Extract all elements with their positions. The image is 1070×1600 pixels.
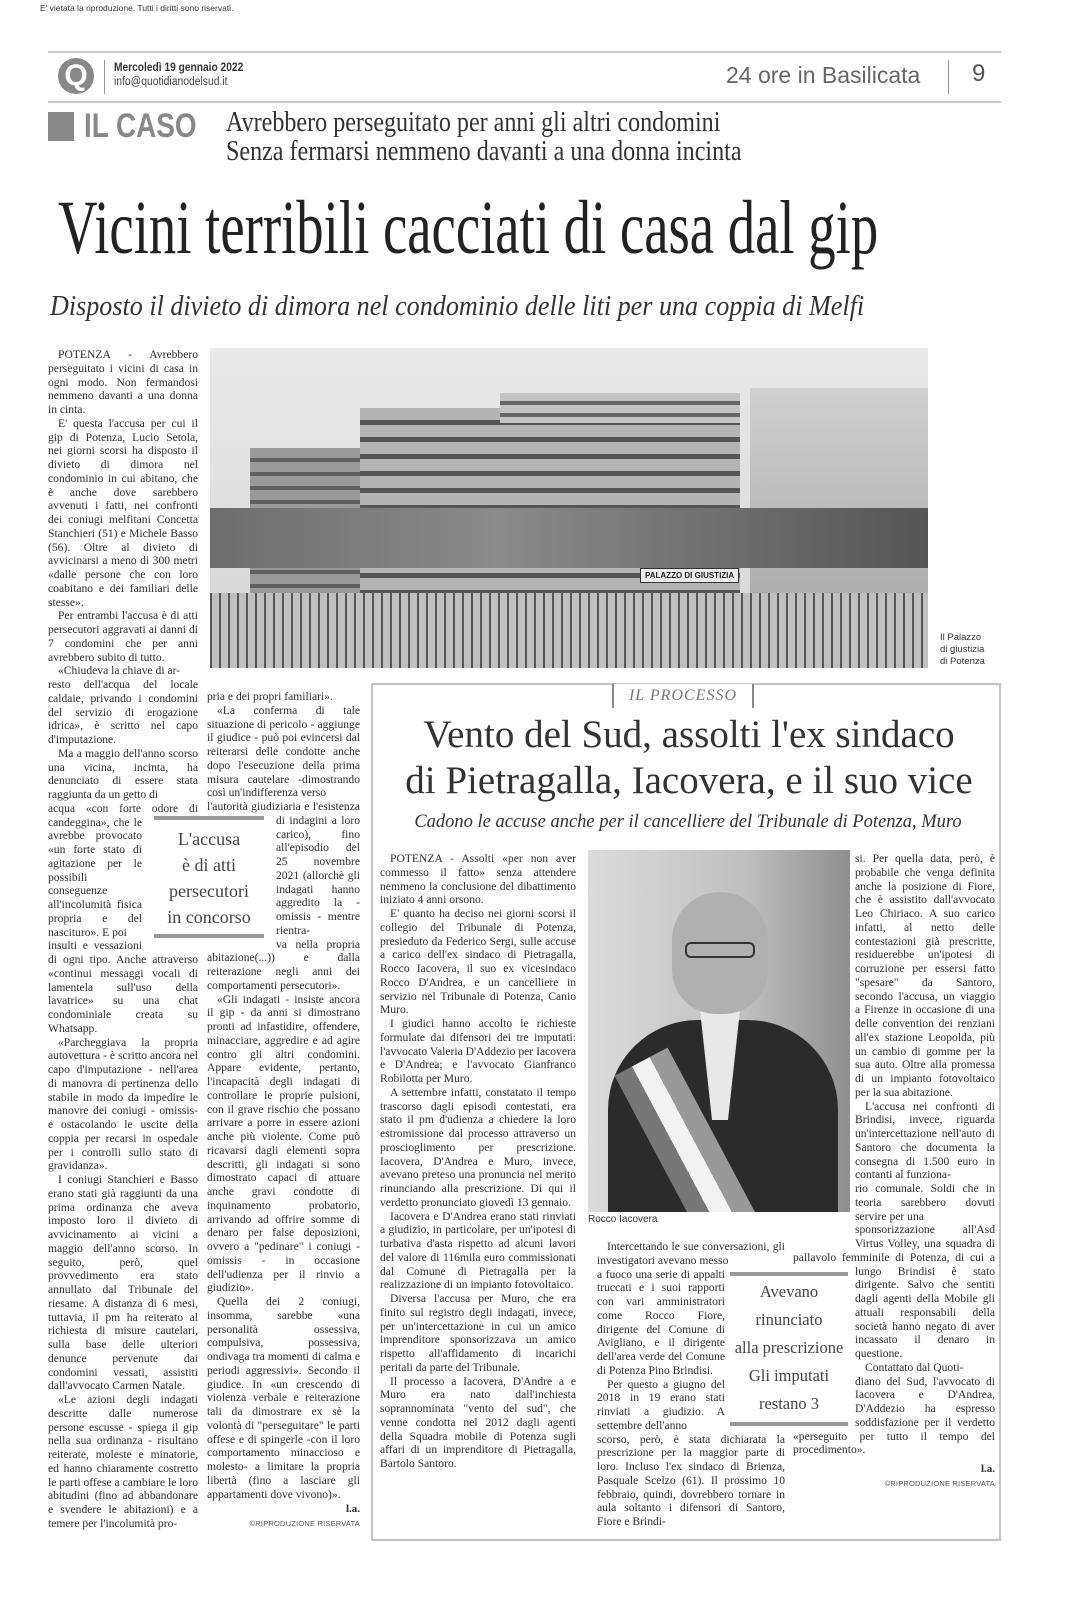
pull-quote-line: L'accusa xyxy=(177,829,241,849)
logo-divider xyxy=(104,60,105,94)
article-text xyxy=(380,852,576,1471)
section-label: IL PROCESSO xyxy=(612,684,754,708)
portrait-caption: Rocco Iacovera xyxy=(588,1214,658,1225)
article-text xyxy=(48,348,198,678)
pull-quote-space xyxy=(207,816,276,940)
kicker-line-1: Avrebbero perseguitato per anni gli altri condomini xyxy=(226,107,721,138)
pull-quote-line: è di atti xyxy=(182,855,236,875)
paragraph: POTENZA - Avrebbero perseguitato i vicini di casa in ogni modo. Non fermandosi nemmeno davanti a una donna in cinta. xyxy=(48,348,198,416)
pull-quote-line: rinunciato xyxy=(755,1310,823,1329)
paragraph: resto dell'acqua del locale caldaie, privando i condomini del servizio di erogazione idrica», è scritto nel capo d'imputazione. xyxy=(48,678,198,746)
paragraph: si. Per quella data, però, è probabile che venga definita anche la posizione di Fiore, che è assistito dall'avvocato Leo Chiriaco. A suo carico infatti, al netto delle contestazioni già prescritte, residuerebbe un'ipotesi di corruzione per essersi fatto "spesare" da Santoro, secondo l'accusa, un viaggio a Firenze in occasione di una delle convention dei renziani all'ex stazione Leopolda, più un cambio di gomme per la sua auto. Oltre alla promessa di un impianto fotovoltaico per la sua abitazione. xyxy=(855,852,995,1099)
headline: Vicini terribili cacciati di casa dal gip xyxy=(58,186,879,270)
paragraph: Diversa l'accusa per Muro, che era finito sul registro degli indagati, invece, per un'intercettazione in cui un amico imprenditore sponsorizzava un amico rispetto all'affidamento di incarichi peritali da parte del Tribunale. xyxy=(380,1292,576,1374)
section-name: 24 ore in Basilicata xyxy=(726,62,921,88)
pull-quote-space xyxy=(793,1268,855,1428)
pull-quote-line: Avevano xyxy=(759,1282,819,1301)
side-standfirst: Cadono le accuse anche per il cancelliere del Tribunale di Potenza, Muro xyxy=(414,812,962,832)
courthouse-sign: PALAZZO DI GIUSTIZIA xyxy=(640,568,739,583)
kicker-line-2: Senza fermarsi nemmeno davanti a una donna incinta xyxy=(226,136,742,167)
paragraph: «Parcheggiava la propria autovettura - è scritto ancora nel capo d'imputazione - nell'area di manovra di pertinenza dello stabile in modo da impedire le manovre dei coniugi - omissis- e ostacolando le uscite della coppia per recarsi in ospedale per i controlli sullo stato di gravidanza». xyxy=(48,1035,198,1173)
article-text xyxy=(207,938,360,1502)
paragraph: Il processo a Iacovera, D'Andre a e Muro era nato dall'inchiesta soprannominata "vento del sud", che venne condotta nel 2012 dagli agenti della Squadra mobile di Potenza sugli affari di un imprenditore di Pietragalla, Bartolo Santoro. xyxy=(380,1374,576,1470)
paragraph: «Chiudeva la chiave di ar- xyxy=(58,664,181,678)
paragraph: Contattato dal Quoti- xyxy=(865,1360,964,1374)
caption-line: di giustizia xyxy=(940,644,985,655)
paragraph: POTENZA - Assolti «per non aver commesso il fatto» senza attendere nemmeno la conclusione del dibattimento iniziato 4 anni orsono. xyxy=(380,852,576,907)
paragraph: I coniugi Stanchieri e Basso erano stati già raggiunti da una prima ordinanza che aveva imposto loro il divieto di avvicinamento ai vicini a maggio dell'anno scorso. In seguito, però, quel provvedimento era stato annullato dal Tribunale del riesame. A distanza di 6 mesi, tuttavia, il pm ha reiterato al richiesta di misure cautelari, sulla base delle ulteriori denunce pervenute dai condomini vessati, assistiti dall'avvocato Carmen Natale. xyxy=(48,1173,198,1393)
caption-line: di Potenza xyxy=(940,656,985,667)
side-headline-line-1: Vento del Sud, assolti l'ex sindaco xyxy=(423,713,955,756)
paragraph: «Le azioni degli indagati descritte dalle numerose persone escusse - spiega il gip nella sua ordinanza - risultano reiterate, moleste e minatorie, ed hanno chiaramente costretto le parti offese a cambiare le loro abitudini (fino ad abbandonare e svendere le abitazioni) e a temere per l'incolumità pro- xyxy=(48,1393,198,1530)
paragraph: Ma a maggio dell'anno scorso una vicina, incinta, ha denunciato di essere stata raggiunta da un getto di xyxy=(48,746,198,801)
paragraph: va nella propria abitazione(...)) e dalla reiterazione negli anni dei comportamenti persecutori». xyxy=(207,937,360,992)
paragraph: Per questo a giugno del 2018 in 19 erano stati rinviati a giudizio. A settembre dell'anno xyxy=(597,1377,725,1432)
courthouse-photo xyxy=(210,348,928,668)
header-bottom-rule xyxy=(48,101,1001,103)
article-text xyxy=(48,678,198,802)
paragraph: diano del Sud, l'avvocato di Iacovera e D'Andrea, D'Addezio ha espresso soddisfazione per il verdetto «perseguito per tutto il tempo del procedimento». xyxy=(793,1374,995,1457)
side-column-3 xyxy=(793,852,995,1491)
rights-notice: ©RIPRODUZIONE RISERVATA xyxy=(249,1519,360,1528)
paragraph: I giudici hanno accolto le richieste formulate dai difensori dei tre imputati: l'avvocato Valeria D'Addezio per Iacovera e D'Andrea; e l'avvocato Gianfranco Robilotta per Muro. xyxy=(380,1017,576,1085)
caption-line: Il Palazzo xyxy=(940,632,982,643)
paragraph: acqua «con forte odore di candeggina», che le avrebbe provocato «un forte stato di agitazione per le possibili conseguenze all'incolumità fisica propria e del nascituro». E poi xyxy=(48,801,198,939)
pull-quote-line: persecutori xyxy=(169,881,249,901)
article-text xyxy=(597,1433,785,1529)
kicker-square xyxy=(48,112,74,141)
paragraph: A settembre infatti, constatato il tempo trascorso dagli episodi contestati, era stato il pm d'udienza a chiedere la loro estromissione dal processo attraverso un proscioglimento per prescrizione. Iacovera, D'Andrea e Muro, invece, avevano preteso una pronuncia nel merito rinunciando alla prescrizione. Di qui il verdetto pronunciato giovedì 13 gennaio. xyxy=(380,1085,576,1209)
contact-email: info@quotidianodelsud.it xyxy=(114,76,228,88)
photo-space xyxy=(793,852,855,1240)
paragraph: sponsorizzazione all'Asd Virtus Volley, una squadra di pallavolo femminile di Potenza, di cui a lungo Brindisi è stato dirigente. Salvo che sentiti dagli agenti della Mobile gli attuali responsabili della società hanno negato di aver incassato il denaro in questione. xyxy=(793,1223,995,1360)
photo-caption xyxy=(940,632,985,668)
copyright-notice: E' vietata la riproduzione. Tutti i diritti sono riservati. xyxy=(40,3,234,13)
paragraph: pria e dei propri familiari». xyxy=(207,690,333,703)
section-divider xyxy=(948,60,949,94)
paragraph: Per entrambi l'accusa è di atti persecutori aggravati ai danni di 7 condomini che per anni avrebbero subito di tutto. xyxy=(48,609,198,664)
article-column-right xyxy=(207,690,360,1531)
rights-notice: ©RIPRODUZIONE RISERVATA xyxy=(884,1478,995,1488)
paragraph: Intercettando le sue conversazioni, gli investigatori avevano messo xyxy=(597,1240,785,1267)
standfirst: Disposto il divieto di dimora nel condominio delle liti per una coppia di Melfi xyxy=(50,290,865,322)
paragraph: Quella dei 2 coniugi, insomma, sarebbe «una personalità ossessiva, compulsiva, possessiva, ondivaga tra momenti di calma e periodi aggressivi». Secondo il giudice. In «un crescendo di violenza verbale e reiterazione tali da dimostrare ex sè la volontà di "perseguitare" le parti offese e di spingerle -con il loro comportamento minaccioso e molesto- a limitare la propria libertà (fino a lasciare gli appartamenti dove vivono)». xyxy=(207,1295,360,1501)
pull-quote-line: in concorso xyxy=(167,907,251,927)
page-number: 9 xyxy=(972,60,986,87)
paragraph: E' quanto ha deciso nei giorni scorsi il collegio del Tribunale di Potenza, presieduto da Federico Sergi, sulle accuse a carico dell'ex sindaco di Pietragalla, Rocco Iacovera, il suo ex vicesindaco Rocco D'Andrea, e un cancelliere in servizio nel Tribunale di Potenza, Canio Muro. xyxy=(380,907,576,1017)
newspaper-logo: Q xyxy=(58,58,94,94)
paragraph: a fuoco una serie di appalti truccati e i suoi rapporti con vari amministratori come Rocco Fiore, dirigente del Comune di Avigliano, e il dirigente dell'area verde del Comune di Potenza Pino Brindisi. xyxy=(597,1267,725,1377)
pull-quote-line: alla prescrizione xyxy=(734,1338,844,1357)
paragraph: «La conferma di tale situazione di pericolo - aggiunge il giudice - può poi evincersi dal reiterarsi delle condotte anche dopo l'esecuzione della prima misura cautelare -dimostrando così un'indifferenza verso xyxy=(207,703,360,800)
paragraph: «Gli indagati - insiste ancora il gip - da anni si dimostrano pronti ad infastidire, offendere, minacciare, aggredire e ad agire contro gli altri condomini. Appare evidente, pertanto, l'incapacità degli indagati di controllare le proprie pulsioni, con il grave rischio che possano arrivare a porre in essere azioni anche più violente. Come può ricavarsi dagli elementi sopra descritti, gli indagati si sono dimostrato capaci di attuare anche gravi condotte di inquinamento probatorio, arrivando ad offrire somme di denaro per false deposizioni, ovvero a "pedinare" i coniugi - omissis - in occasione dell'udienza per il rinvio a giudizio». xyxy=(207,992,360,1295)
side-headline-line-2: di Pietragalla, Iacovera, e il suo vice xyxy=(405,759,973,802)
paragraph: insulti e vessazioni di ogni tipo. Anche attraverso «continui messaggi vocali di lamentela sull'uso della lavatrice» su una chat condominiale creata su Whatsapp. xyxy=(48,939,198,1035)
article-text xyxy=(597,1240,785,1268)
article-text xyxy=(48,939,198,1530)
paragraph: rio comunale. Soldi che in teoria sarebbero dovuti servire per una xyxy=(855,1182,995,1223)
side-column-2 xyxy=(597,1240,844,1529)
article-column-left xyxy=(48,348,251,1531)
paragraph: scorso, però, è stata dichiarata la prescrizione per la maggior parte di loro. Incluso l'ex sindaco di Brienza, Pasquale Scelzo (61). Il prossimo 10 febbraio, quindi, dovrebbero tornare in aula soltanto i difensori di Santoro, Fiore e Brindi- xyxy=(597,1432,785,1528)
author-initials: l.a. xyxy=(345,1503,360,1516)
paragraph: Iacovera e D'Andrea erano stati rinviati a giudizio, in particolare, per un'ipotesi di turbativa d'asta rispetto ad alcuni lavori del valore di 116mila euro commissionati dal Comune di Pietragalla per la realizzazione di un impianto fotovoltaico. xyxy=(380,1209,576,1292)
paragraph: E' questa l'accusa per cui il gip di Potenza, Lucio Setola, nei giorni scorsi ha disposto il divieto di dimora nel condominio in cui abitano, che è anche dove sarebbero avvenuti i fatti, nei confronti dei coniugi melfitani Concetta Stanchieri (51) e Michele Basso (56). Oltre al divieto di avvicinarsi a meno di 300 metri «dalle persone che con loro coabitano e dei familiari delle stesse». xyxy=(48,416,198,609)
pull-quote-line: restano 3 xyxy=(758,1394,820,1413)
issue-date: Mercoledì 19 gennaio 2022 xyxy=(114,60,244,74)
side-column-1 xyxy=(380,852,576,1471)
header-top-rule xyxy=(48,51,1001,53)
kicker-label: IL CASO xyxy=(84,107,197,145)
paragraph: l'autorità giudiziaria e l'esistenza di indagini a loro carico), fino all'episodio del 25 novembre 2021 (allorchè gli indagati hanno aggredito la - omissis - mentre rientra- xyxy=(207,800,360,937)
author-initials: l.a. xyxy=(980,1463,995,1475)
pull-quote-line: Gli imputati xyxy=(748,1366,830,1385)
paragraph: L'accusa nei confronti di Brindisi, invece, riguarda un'intercettazione nell'auto di Santoro che documenta la consegna di 1.500 euro in contanti al funziona- xyxy=(855,1099,995,1182)
article-text xyxy=(207,690,360,800)
